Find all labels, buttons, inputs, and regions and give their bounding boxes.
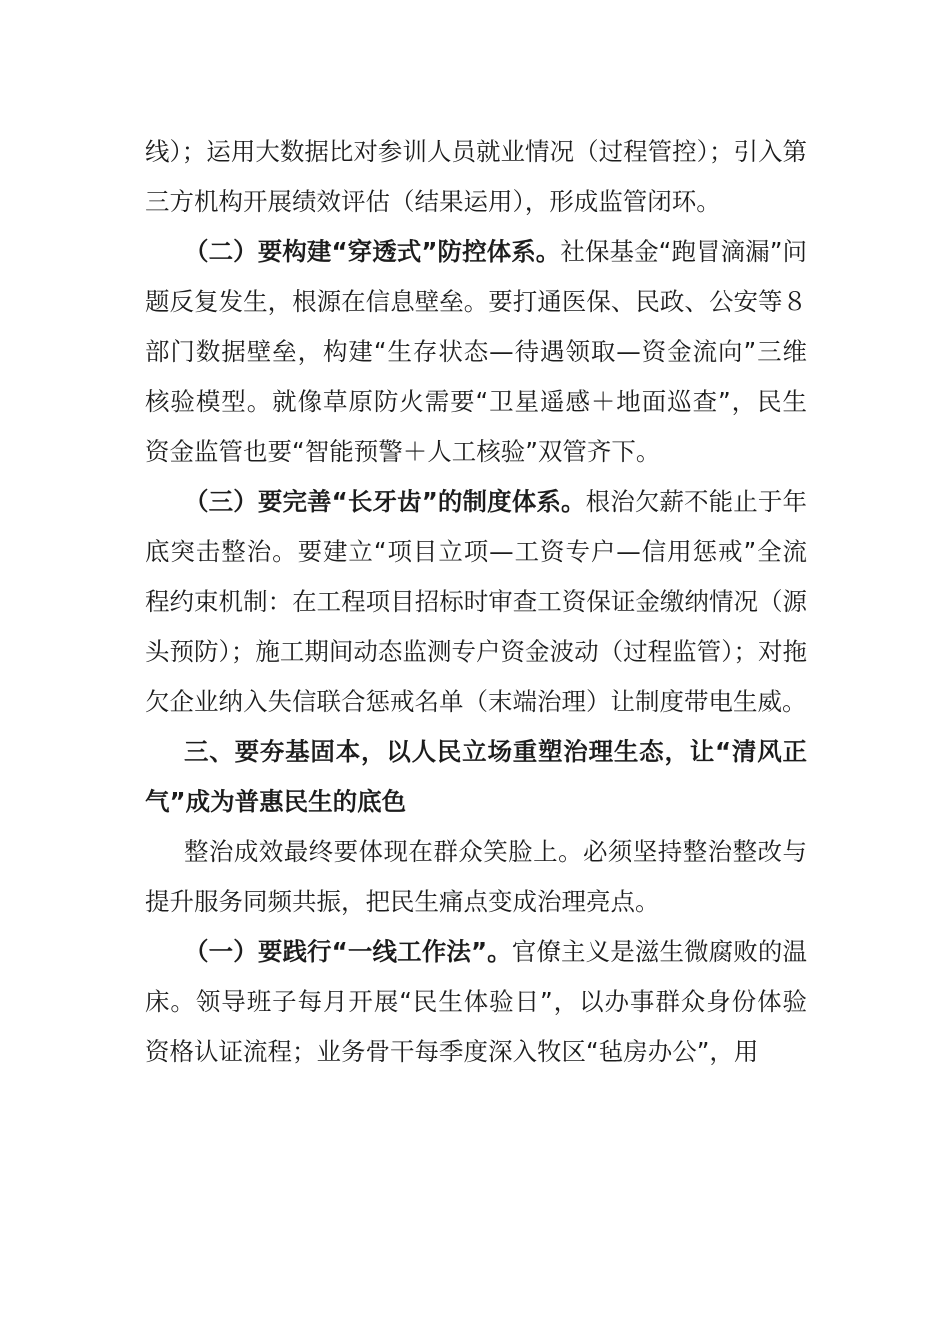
paragraph-6-text: 官僚主义是滋生微腐败的温床。领导班子每月开展“民生体验日”，以办事群众身份体验资格认证流程；业务骨干每季度深入牧区“毡房办公”，用 [145, 937, 808, 1066]
paragraph-3 [145, 477, 807, 727]
paragraph-2 [145, 227, 807, 477]
paragraph-5-text: 整治成效最终要体现在群众笑脸上。必须坚持整治整改与提升服务同频共振，把民生痛点变成治理亮点。 [145, 837, 807, 916]
paragraph-6 [145, 927, 807, 1077]
section-heading-2: （二）要构建“穿透式”防控体系。 [184, 237, 561, 266]
paragraph-3-text: 根治欠薪不能止于年底突击整治。要建立“项目立项—工资专户—信用惩戒”全流程约束机制：在工程项目招标时审查工资保证金缴纳情况（源头预防）；施工期间动态监测专户资金波动（过程监管）；对拖欠企业纳入失信联合惩戒名单（末端治理）让制度带电生威。 [145, 487, 808, 716]
paragraph-5 [145, 827, 807, 927]
paragraph-1 [145, 127, 807, 227]
paragraph-1-text: 线）；运用大数据比对参训人员就业情况（过程管控）；引入第三方机构开展绩效评估（结果运用），形成监管闭环。 [145, 137, 807, 216]
chapter-heading-3 [145, 727, 807, 827]
section-heading-3: （三）要完善“长牙齿”的制度体系。 [184, 487, 586, 516]
chapter-heading-3-text: 三、要夯基固本，以人民立场重塑治理生态，让“清风正气”成为普惠民生的底色 [145, 737, 807, 816]
document-page [145, 127, 807, 1077]
section-heading-6: （一）要践行“一线工作法”。 [184, 937, 512, 966]
paragraph-2-text: 社保基金“跑冒滴漏”问题反复发生，根源在信息壁垒。要打通医保、民政、公安等８部门数据壁垒，构建“生存状态—待遇领取—资金流向”三维核验模型。就像草原防火需要“卫星遥感＋地面巡查”，民生资金监管也要“智能预警＋人工核验”双管齐下。 [145, 237, 808, 466]
